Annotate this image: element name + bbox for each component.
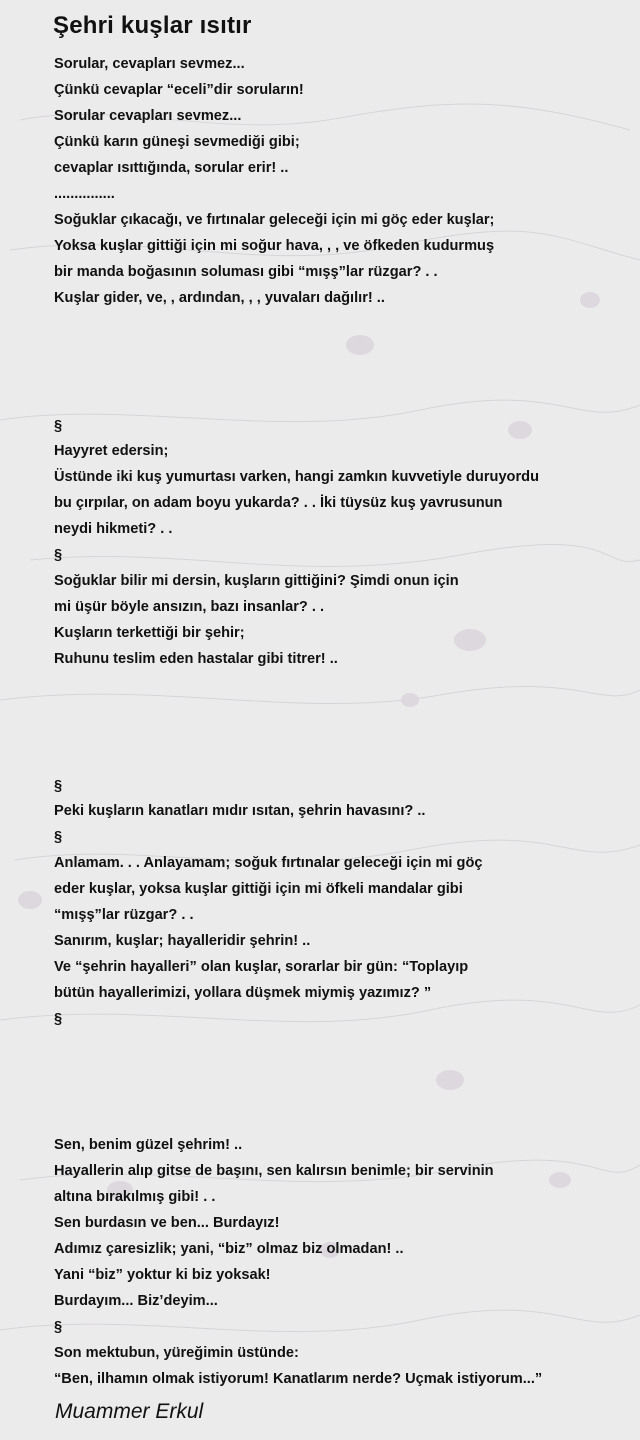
poem-line: neydi hikmeti? . . [54,521,173,537]
poem-line: Sen, benim güzel şehrim! .. [54,1137,243,1153]
poem-line: Adımız çaresizlik; yani, “biz” olmaz biz olmadan! .. [54,1241,404,1257]
section-mark: § [54,1319,63,1335]
section-mark: § [54,829,63,845]
poem-line: Sen burdasın ve ben... Burdayız! [54,1215,280,1231]
poem-line: eder kuşlar, yoksa kuşlar gittiği için mi öfkeli mandalar gibi [54,881,463,897]
poem-line: Soğuklar bilir mi dersin, kuşların gittiğini? Şimdi onun için [54,573,459,589]
poem-line: Kuşlar gider, ve, , ardından, , , yuvaları dağılır! .. [54,290,385,306]
poem-line: Üstünde iki kuş yumurtası varken, hangi zamkın kuvvetiyle duruyordu [54,469,539,485]
poem-line: altına bırakılmış gibi! . . [54,1189,216,1205]
poem-line: Burdayım... Biz’deyim... [54,1293,218,1309]
poem-line: cevaplar ısıttığında, sorular erir! .. [54,160,289,176]
poem-line: Hayyret edersin; [54,443,169,459]
section-mark: § [54,547,63,563]
poem-line: Hayallerin alıp gitse de başını, sen kalırsın benimle; bir servinin [54,1163,494,1179]
poem-line: bir manda boğasının soluması gibi “mışş”lar rüzgar? . . [54,264,438,280]
poem-line: Son mektubun, yüreğimin üstünde: [54,1345,299,1361]
poem-line: “mışş”lar rüzgar? . . [54,907,194,923]
poem-line: Sorular cevapları sevmez... [54,108,242,124]
poem-line: bütün hayallerimizi, yollara düşmek miymiş yazımız? ” [54,985,432,1001]
section-mark: § [54,778,63,794]
poem-line: Yani “biz” yoktur ki biz yoksak! [54,1267,271,1283]
poem-line: Sorular, cevapları sevmez... [54,56,245,72]
poem-line: Çünkü karın güneşi sevmediği gibi; [54,134,300,150]
poem-line: bu çırpılar, on adam boyu yukarda? . . İki tüysüz kuş yavrusunun [54,495,503,511]
section-mark: § [54,1011,63,1027]
poem-line: Ve “şehrin hayalleri” olan kuşlar, sorarlar bir gün: “Toplayıp [54,959,469,975]
poem-line: “Ben, ilhamın olmak istiyorum! Kanatlarım nerde? Uçmak istiyorum...” [54,1371,543,1387]
poem-line: Soğuklar çıkacağı, ve fırtınalar geleceği için mi göç eder kuşlar; [54,212,495,228]
poem-line: Yoksa kuşlar gittiği için mi soğur hava, , , ve öfkeden kudurmuş [54,238,495,254]
section-mark: § [54,418,63,434]
poem-line: mi üşür böyle ansızın, bazı insanlar? . . [54,599,325,615]
poem-line: Ruhunu teslim eden hastalar gibi titrer! .. [54,651,338,667]
poem-line: Sanırım, kuşlar; hayalleridir şehrin! .. [54,933,311,949]
poem-line: Çünkü cevaplar “eceli”dir soruların! [54,82,304,98]
poem-line: Anlamam. . . Anlayamam; soğuk fırtınalar geleceği için mi göç [54,855,483,871]
poem-line: ............... [54,186,115,202]
poem-line: Peki kuşların kanatları mıdır ısıtan, şehrin havasını? .. [54,803,426,819]
poem-title: Şehri kuşlar ısıtır [53,12,252,39]
poem-line: Kuşların terkettiği bir şehir; [54,625,245,641]
poem-author: Muammer Erkul [55,1400,204,1423]
